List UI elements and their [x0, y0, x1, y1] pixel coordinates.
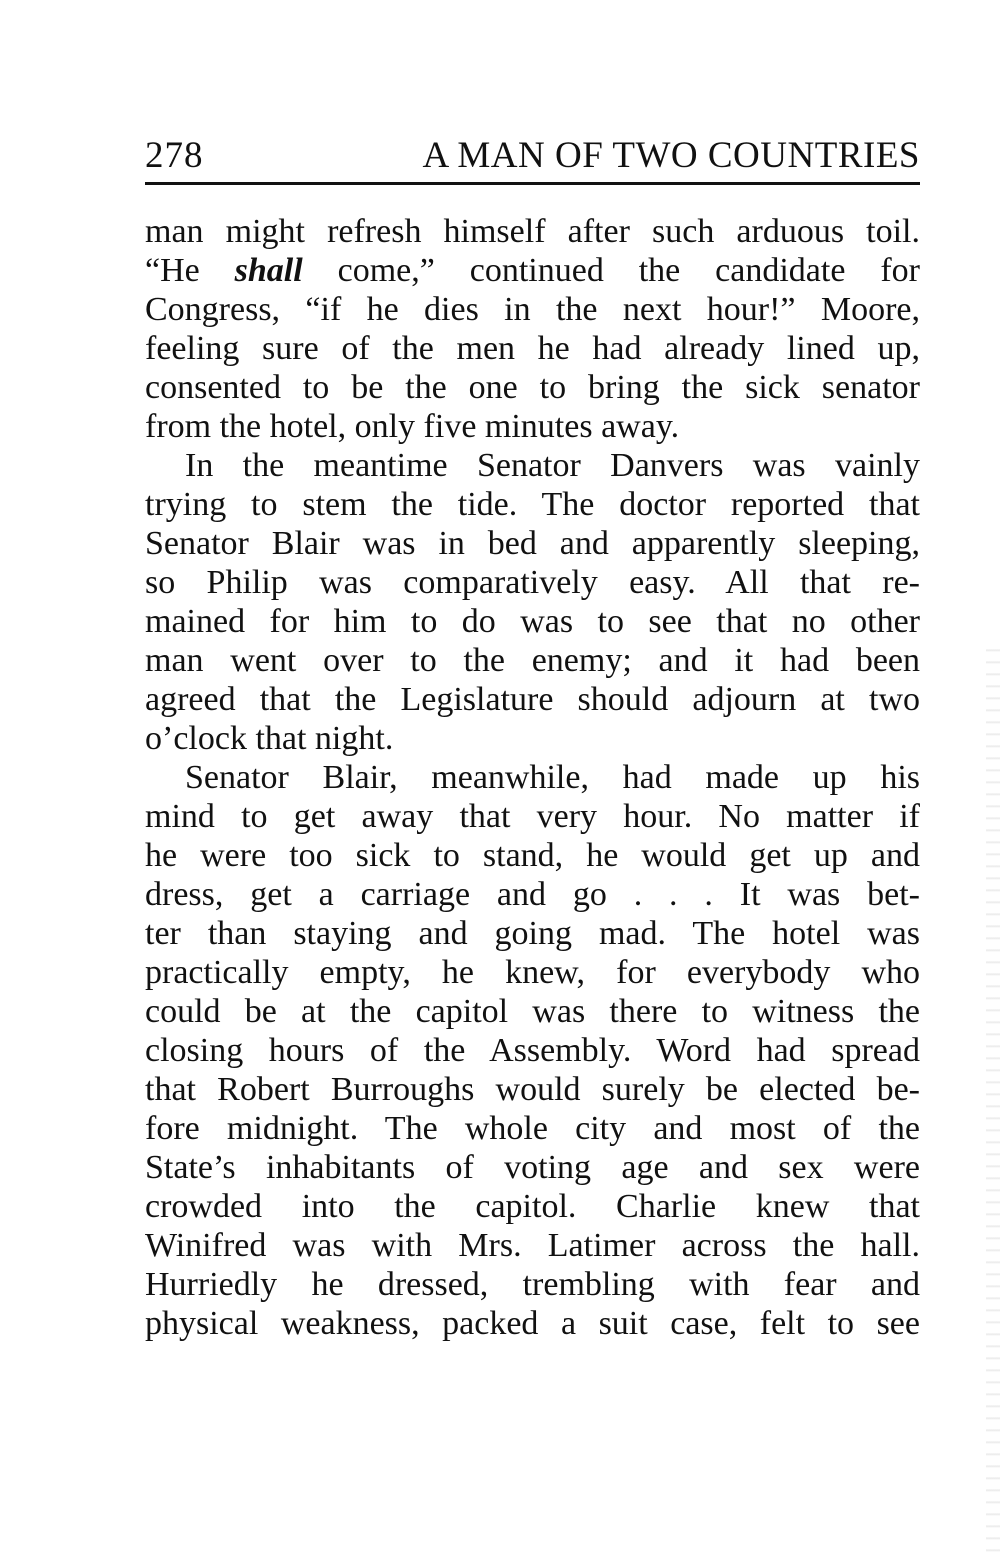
body-text: [145, 212, 920, 1343]
text-line: crowded into the capitol. Charlie knew that: [145, 1188, 920, 1225]
text-line: physical weakness, packed a suit case, felt to see: [145, 1305, 920, 1342]
text-segment: “He: [145, 252, 235, 289]
text-line: In the meantime Senator Danvers was vainly: [185, 447, 920, 484]
text-line: fore midnight. The whole city and most of the: [145, 1110, 920, 1147]
running-title: A MAN OF TWO COUNTRIES: [422, 135, 920, 176]
text-line: mind to get away that very hour. No matter if: [145, 798, 920, 835]
text-line: consented to be the one to bring the sick senator: [145, 369, 920, 406]
header-rule: [145, 182, 920, 185]
text-line: that Robert Burroughs would surely be elected be-: [145, 1071, 920, 1108]
text-line: Hurriedly he dressed, trembling with fear and: [145, 1266, 920, 1303]
text-line: he were too sick to stand, he would get up and: [145, 837, 920, 874]
text-line: from the hotel, only five minutes away.: [145, 408, 680, 445]
text-line: State’s inhabitants of voting age and sex were: [145, 1149, 920, 1186]
page-header: [145, 128, 920, 184]
page-number: 278: [145, 135, 204, 176]
page-edge-shadow: [986, 640, 1000, 1560]
text-line: o’clock that night.: [145, 720, 394, 757]
text-line: Senator Blair was in bed and apparently sleeping,: [145, 525, 920, 562]
text-line: dress, get a carriage and go . . . It was bet-: [145, 876, 920, 913]
text-line: trying to stem the tide. The doctor reported that: [145, 486, 920, 523]
text-line: feeling sure of the men he had already lined up,: [145, 330, 920, 367]
text-line: closing hours of the Assembly. Word had spread: [145, 1032, 920, 1069]
text-line: Winifred was with Mrs. Latimer across the hall.: [145, 1227, 920, 1264]
text-line: practically empty, he knew, for everybody who: [145, 954, 920, 991]
text-line: ter than staying and going mad. The hotel was: [145, 915, 920, 952]
text-line: so Philip was comparatively easy. All that re-: [145, 564, 920, 601]
text-line: could be at the capitol was there to witness the: [145, 993, 920, 1030]
text-line: agreed that the Legislature should adjourn at two: [145, 681, 920, 718]
text-line: man went over to the enemy; and it had been: [145, 642, 920, 679]
text-segment: come,” continued the candidate for: [302, 252, 920, 289]
text-line: [145, 251, 920, 290]
text-line: Senator Blair, meanwhile, had made up his: [185, 759, 920, 796]
text-line: mained for him to do was to see that no other: [145, 603, 920, 640]
text-line: Congress, “if he dies in the next hour!” Moore,: [145, 291, 920, 328]
emphasized-word: shall: [234, 252, 303, 289]
text-line: man might refresh himself after such arduous toil.: [145, 213, 920, 250]
